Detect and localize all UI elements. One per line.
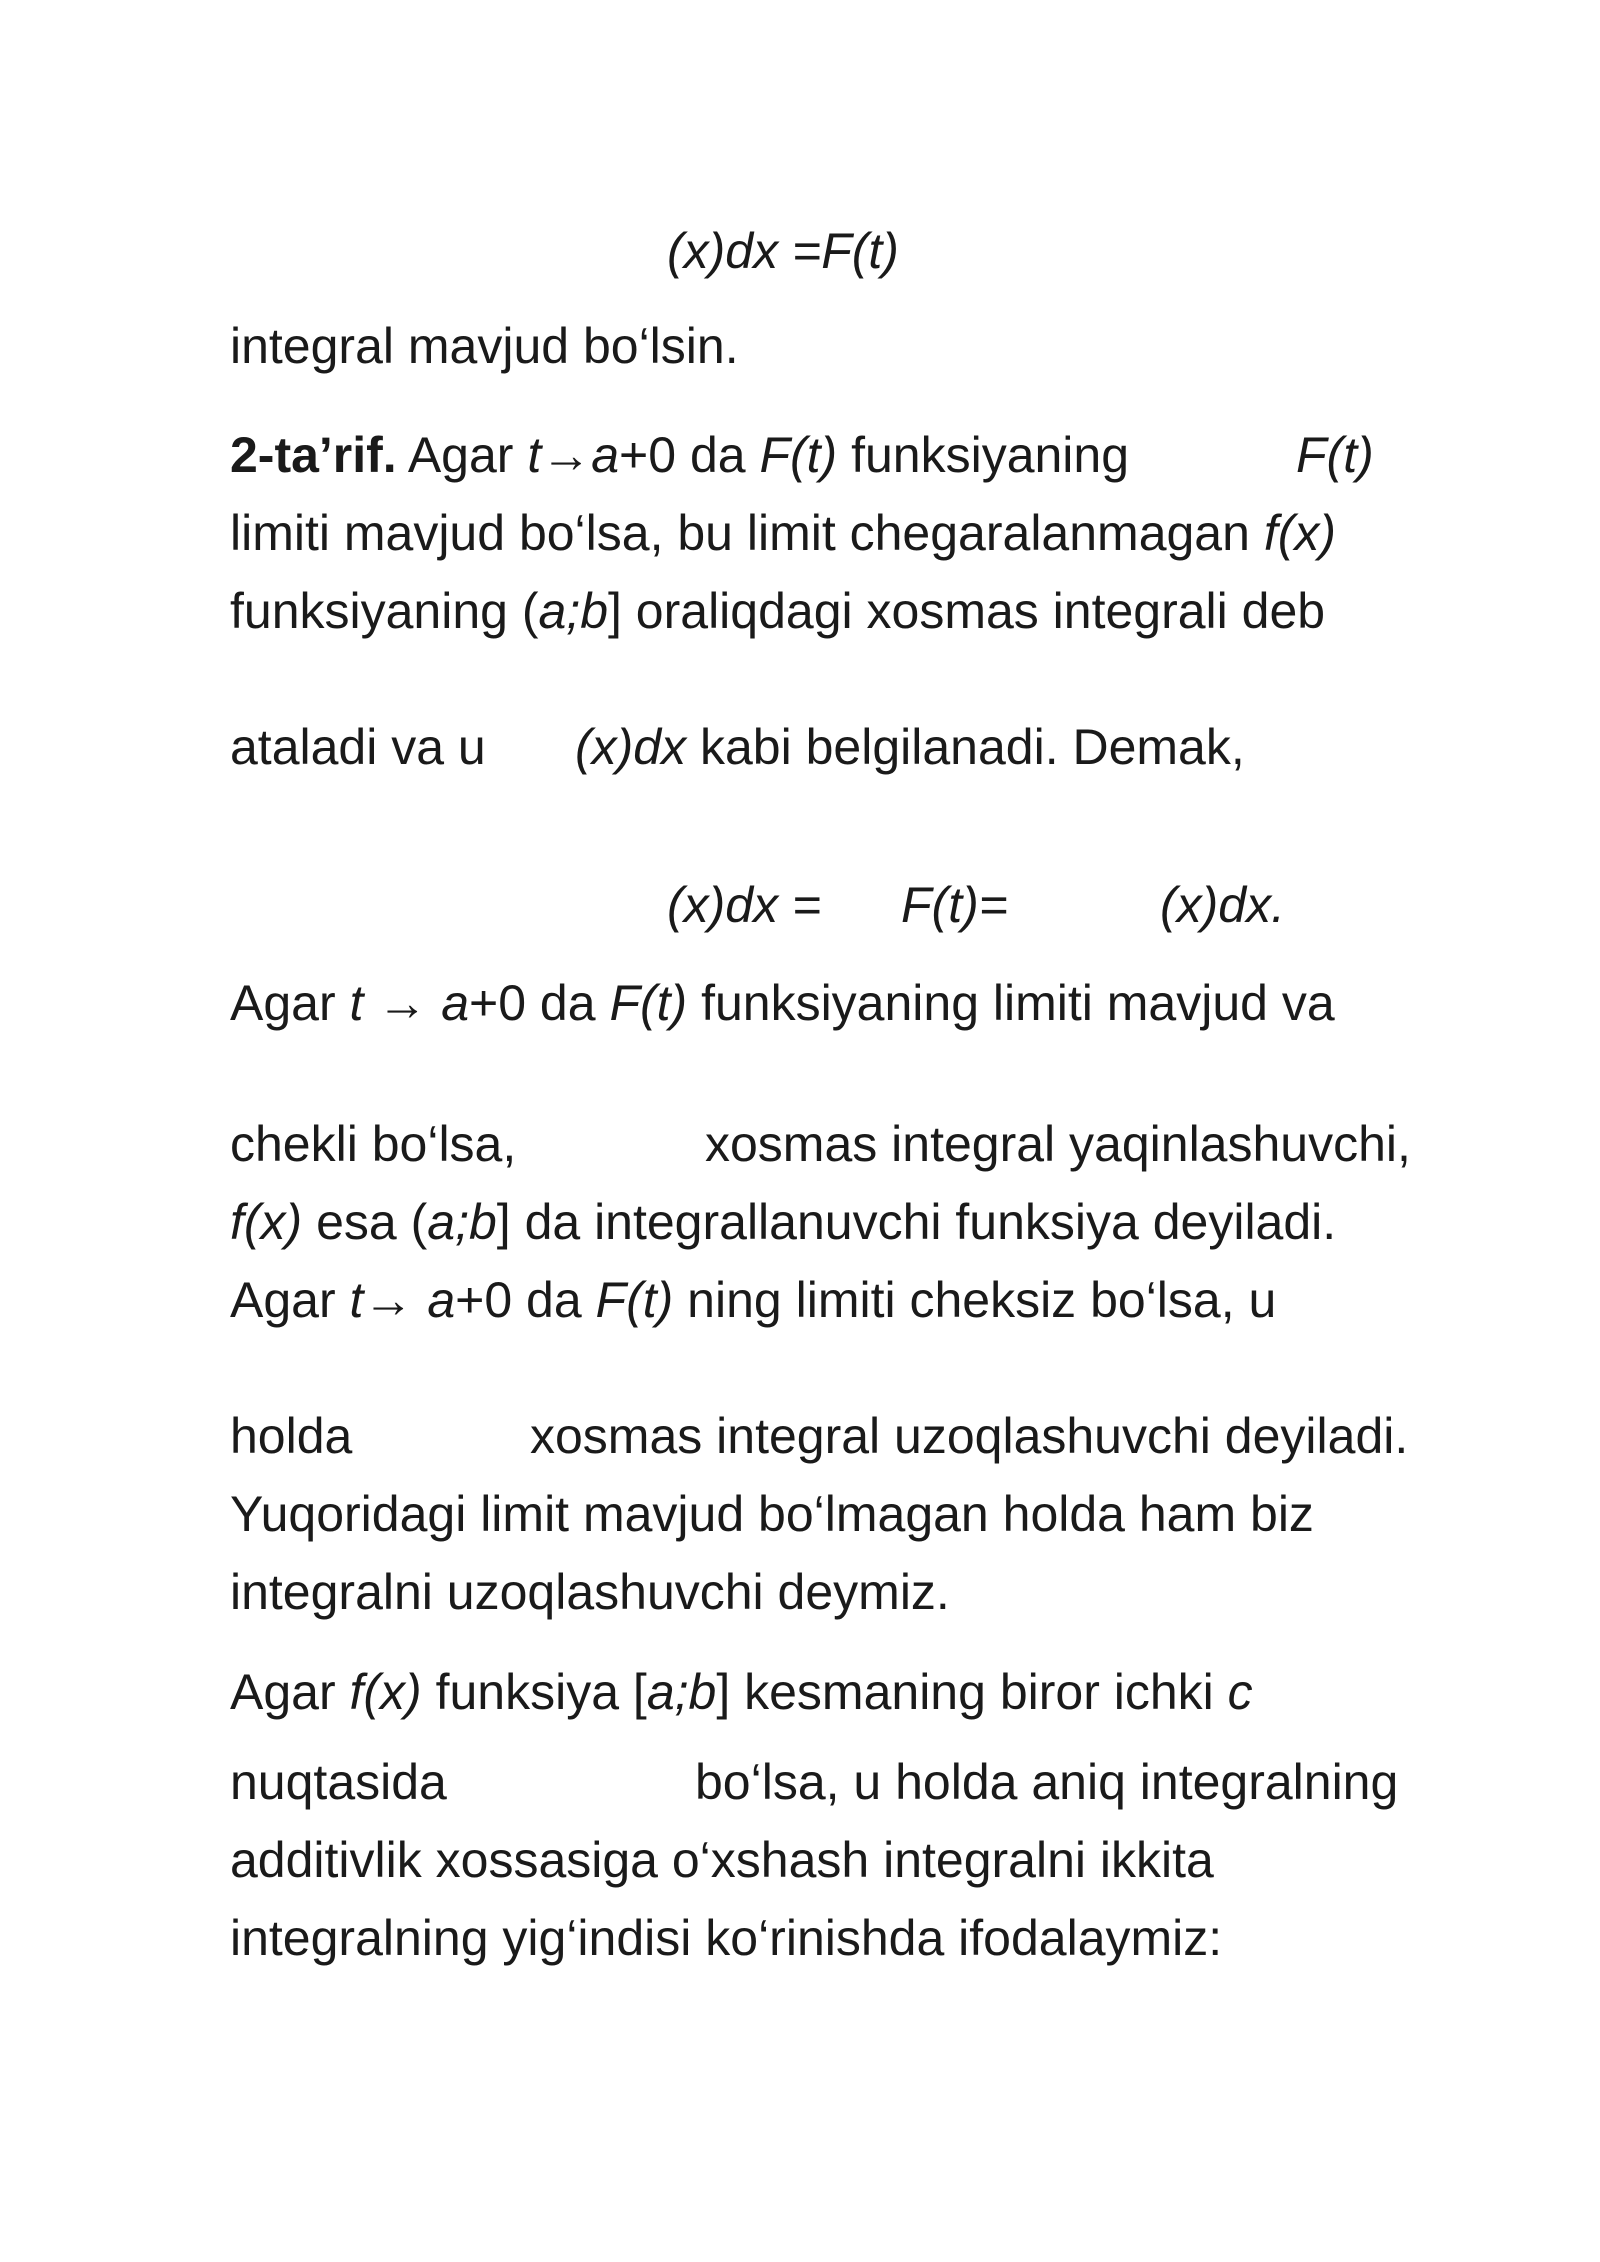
math-Ft: F(t)	[759, 427, 838, 483]
paragraph-2-line-7	[230, 1562, 950, 1622]
math-Ft: F(t)	[1296, 427, 1374, 483]
text-segment: Agar	[230, 975, 350, 1031]
text-segment: integral mavjud bo‘lsin.	[230, 318, 739, 374]
math-fx: f(x)	[230, 1194, 303, 1250]
text-segment: Yuqoridagi limit mavjud bo‘lmagan holda ham biz	[230, 1486, 1314, 1542]
definition-line-4b	[575, 717, 1245, 777]
text-segment: kabi belgilanadi. Demak,	[686, 719, 1245, 775]
text-segment: funksiyaning (	[230, 583, 539, 639]
text-segment: +0 da	[469, 975, 610, 1031]
text-segment: esa (	[302, 1194, 428, 1250]
math-t: t	[349, 1272, 364, 1328]
math-t-arrow-a: t→a	[527, 427, 620, 483]
text-segment: Agar	[396, 427, 528, 483]
text-segment: limiti mavjud bo‘lsa, bu limit chegaralanmagan	[230, 505, 1264, 561]
math-interval: a;b	[646, 1664, 717, 1720]
formula-part-1	[667, 875, 821, 935]
math-interval: a;b	[538, 583, 609, 639]
paragraph-3-line-3	[230, 1830, 1214, 1890]
text-segment: nuqtasida	[230, 1754, 447, 1810]
math-Ft: F(t)	[609, 975, 688, 1031]
text-segment: ] oraliqdagi xosmas integrali deb	[608, 583, 1326, 639]
text-segment: funksiya [	[421, 1664, 647, 1720]
math-Ft-right	[1296, 425, 1374, 485]
text-segment: bo‘lsa, u holda aniq integralning	[695, 1754, 1399, 1810]
paragraph-2-line-3	[230, 1192, 1336, 1252]
math-Ft: F(t)	[595, 1272, 674, 1328]
text-line	[230, 316, 739, 376]
paragraph-2-line-6	[230, 1484, 1314, 1544]
formula-part-3	[1160, 875, 1285, 935]
paragraph-2-line-2b	[705, 1114, 1411, 1174]
paragraph-2-line-1	[230, 973, 1335, 1033]
math-fx: f(x)	[1263, 505, 1337, 561]
text-segment: +0 da	[455, 1272, 596, 1328]
text-segment: ] kesmaning biror ichki	[716, 1664, 1228, 1720]
text-segment: additivlik xossasiga o‘xshash integralni ikkita	[230, 1832, 1214, 1888]
formula-text: F(t)=	[901, 877, 1008, 933]
paragraph-2-line-5	[230, 1406, 352, 1466]
formula-text: (x)dx.	[1160, 877, 1285, 933]
text-segment: ataladi va u	[230, 719, 486, 775]
formula-text: (x)dx =	[667, 877, 822, 933]
paragraph-3-line-2	[230, 1752, 447, 1812]
definition-term: 2-ta’rif.	[230, 427, 397, 483]
formula-text: (x)dx =F(t)	[667, 223, 899, 279]
math-dx: (x)dx	[575, 719, 687, 775]
text-segment: funksiyaning	[837, 427, 1130, 483]
paragraph-2-line-5b	[530, 1406, 1408, 1466]
text-segment: holda	[230, 1408, 353, 1464]
paragraph-3-line-2b	[695, 1752, 1398, 1812]
math-fx: f(x)	[349, 1664, 422, 1720]
definition-line-2	[230, 503, 1336, 563]
paragraph-3-line-1	[230, 1662, 1253, 1722]
paragraph-2-line-4	[230, 1270, 1276, 1330]
math-t: t	[349, 975, 364, 1031]
text-segment: integralni uzoqlashuvchi deymiz.	[230, 1564, 950, 1620]
paragraph-2-line-2	[230, 1114, 516, 1174]
text-segment: ] da integrallanuvchi funksiya deyiladi.	[496, 1194, 1337, 1250]
definition-line-1	[230, 425, 1129, 485]
formula-integral-F	[667, 221, 899, 281]
text-segment: xosmas integral uzoqlashuvchi deyiladi.	[530, 1408, 1409, 1464]
math-a: a	[427, 1272, 456, 1328]
text-segment: +0 da	[619, 427, 760, 483]
formula-part-2	[901, 875, 1008, 935]
math-c: c	[1227, 1664, 1253, 1720]
definition-line-4	[230, 717, 486, 777]
text-segment: chekli bo‘lsa,	[230, 1116, 517, 1172]
text-segment: integralning yig‘indisi ko‘rinishda ifodalaymiz:	[230, 1910, 1223, 1966]
paragraph-3-line-4	[230, 1908, 1222, 1968]
text-segment: funksiyaning limiti mavjud va	[687, 975, 1335, 1031]
text-segment: Agar	[230, 1664, 350, 1720]
math-interval: a;b	[427, 1194, 497, 1250]
text-segment: xosmas integral yaqinlashuvchi,	[705, 1116, 1411, 1172]
text-segment: Agar	[230, 1272, 350, 1328]
text-segment: ning limiti cheksiz bo‘lsa, u	[673, 1272, 1277, 1328]
definition-line-3	[230, 581, 1325, 641]
arrow-symbol: →	[363, 1272, 428, 1328]
arrow-symbol: →	[363, 975, 442, 1031]
math-a: a	[441, 975, 470, 1031]
